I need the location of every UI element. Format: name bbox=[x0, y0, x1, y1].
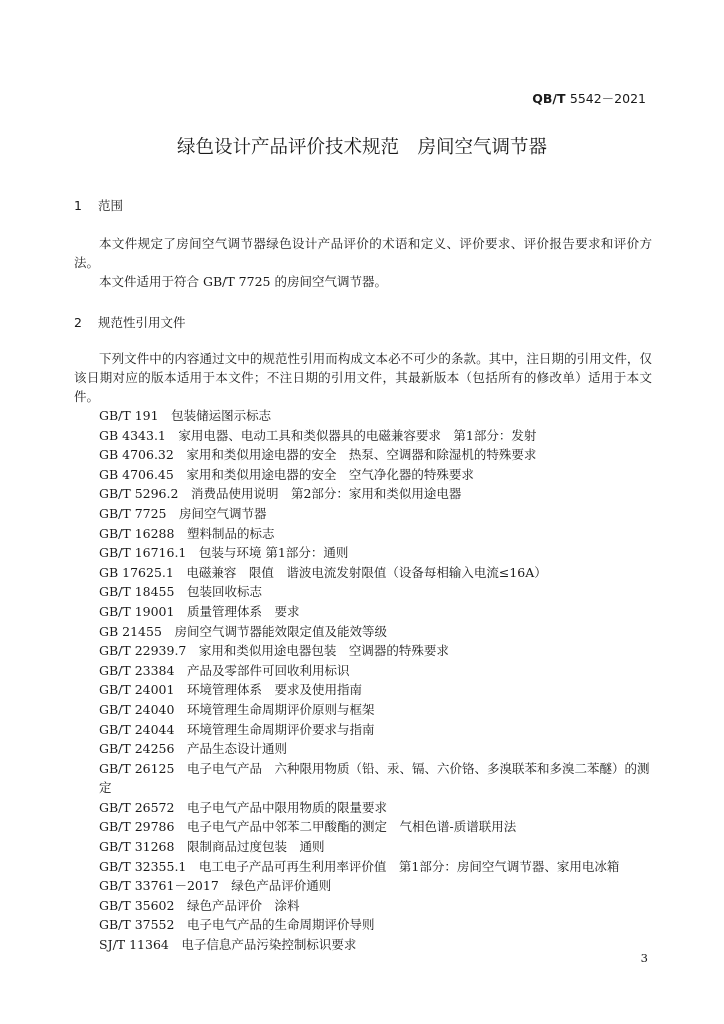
reference-item bbox=[74, 817, 652, 837]
reference-number: GB 21455 bbox=[99, 623, 162, 639]
section-number: 2 bbox=[74, 315, 82, 330]
reference-item bbox=[74, 484, 652, 504]
reference-title: 包装回收标志 bbox=[186, 584, 262, 600]
reference-number: GB/T 24044 bbox=[99, 721, 175, 737]
reference-item bbox=[74, 661, 652, 681]
scope-paragraph-2: 本文件适用于符合 GB/T 7725 的房间空气调节器。 bbox=[99, 274, 387, 289]
standard-code: 5542－2021 bbox=[569, 91, 646, 106]
reference-item bbox=[74, 896, 652, 916]
reference-title: 电子信息产品污染控制标识要求 bbox=[181, 937, 357, 953]
reference-item bbox=[74, 426, 652, 446]
reference-list bbox=[74, 406, 652, 955]
section-1-heading bbox=[74, 196, 123, 214]
reference-title: 电子电气产品中限用物质的限量要求 bbox=[186, 799, 387, 815]
reference-title: 环境管理生命周期评价原则与框架 bbox=[186, 701, 375, 717]
reference-title: 塑料制品的标志 bbox=[186, 525, 275, 541]
reference-item bbox=[74, 798, 652, 818]
page-number: 3 bbox=[640, 951, 648, 965]
reference-title: 家用和类似用途电器的安全 空气净化器的特殊要求 bbox=[186, 466, 474, 482]
reference-number: GB/T 16716.1 bbox=[99, 545, 187, 561]
reference-item bbox=[74, 465, 652, 485]
reference-title: 电子电气产品 六种限用物质（铅、汞、镉、六价铬、多溴联苯和多溴二苯醚）的测定 bbox=[99, 760, 650, 796]
document-title: 绿色设计产品评价技术规范 房间空气调节器 bbox=[176, 137, 547, 158]
reference-title: 电子电气产品的生命周期评价导则 bbox=[186, 917, 375, 933]
reference-number: SJ/T 11364 bbox=[99, 937, 169, 953]
reference-number: GB/T 23384 bbox=[99, 662, 175, 678]
reference-item bbox=[74, 622, 652, 642]
reference-number: GB/T 24256 bbox=[99, 741, 175, 757]
reference-item bbox=[74, 876, 652, 896]
reference-item bbox=[74, 739, 652, 759]
reference-number: GB 4706.45 bbox=[99, 466, 174, 482]
reference-title: 包装与环境 第1部分：通则 bbox=[198, 545, 349, 561]
reference-number: GB/T 32355.1 bbox=[99, 858, 187, 874]
reference-title: 电子电气产品中邻苯二甲酸酯的测定 气相色谱-质谱联用法 bbox=[186, 819, 517, 835]
reference-item bbox=[74, 759, 652, 798]
reference-number: GB/T 26572 bbox=[99, 799, 175, 815]
reference-title: 产品及零部件可回收利用标识 bbox=[186, 662, 350, 678]
reference-item bbox=[74, 915, 652, 935]
section-title: 规范性引用文件 bbox=[97, 315, 186, 330]
reference-title: 家用电器、电动工具和类似器具的电磁兼容要求 第1部分：发射 bbox=[178, 427, 537, 443]
reference-item bbox=[74, 680, 652, 700]
reference-number: GB/T 29786 bbox=[99, 819, 175, 835]
reference-item bbox=[74, 543, 652, 563]
reference-number: GB/T 35602 bbox=[99, 897, 175, 913]
reference-number: GB/T 24040 bbox=[99, 701, 175, 717]
reference-title: 电磁兼容 限值 谐波电流发射限值（设备每相输入电流≤16A） bbox=[186, 564, 547, 580]
reference-title: 房间空气调节器能效限定值及能效等级 bbox=[174, 623, 387, 639]
reference-number: GB 4706.32 bbox=[99, 447, 174, 463]
reference-title: 产品生态设计通则 bbox=[186, 741, 287, 757]
reference-number: GB/T 16288 bbox=[99, 525, 175, 541]
reference-title: 家用和类似用途电器包装 空调器的特殊要求 bbox=[198, 643, 449, 659]
reference-item bbox=[74, 504, 652, 524]
reference-item bbox=[74, 935, 652, 955]
reference-title: 绿色产品评价 涂料 bbox=[186, 897, 300, 913]
reference-number: GB 4343.1 bbox=[99, 427, 166, 443]
reference-item bbox=[74, 641, 652, 661]
reference-item bbox=[74, 445, 652, 465]
reference-number: GB/T 33761－2017 bbox=[99, 878, 219, 894]
reference-number: GB/T 24001 bbox=[99, 682, 175, 698]
reference-title: 电工电子产品可再生利用率评价值 第1部分：房间空气调节器、家用电冰箱 bbox=[198, 858, 620, 874]
reference-item bbox=[74, 563, 652, 583]
section-title: 范围 bbox=[97, 198, 123, 213]
reference-title: 包装储运图示标志 bbox=[171, 408, 272, 423]
section-2-heading bbox=[74, 313, 186, 331]
standard-prefix: QB/T bbox=[532, 91, 566, 106]
reference-item bbox=[74, 857, 652, 877]
reference-title: 环境管理生命周期评价要求与指南 bbox=[186, 721, 375, 737]
reference-item bbox=[74, 700, 652, 720]
reference-number: GB/T 7725 bbox=[99, 505, 167, 521]
reference-number: GB/T 26125 bbox=[99, 760, 175, 776]
reference-number: GB/T 18455 bbox=[99, 584, 175, 600]
reference-number: GB/T 5296.2 bbox=[99, 486, 179, 502]
reference-number: GB/T 191 bbox=[99, 408, 159, 423]
reference-item bbox=[74, 837, 652, 857]
reference-item bbox=[74, 524, 652, 544]
reference-title: 质量管理体系 要求 bbox=[186, 603, 300, 619]
reference-number: GB/T 37552 bbox=[99, 917, 175, 933]
reference-number: GB/T 19001 bbox=[99, 603, 175, 619]
reference-item bbox=[74, 582, 652, 602]
section-number: 1 bbox=[74, 198, 82, 213]
reference-number: GB/T 31268 bbox=[99, 839, 175, 855]
standard-number bbox=[532, 89, 646, 107]
reference-title: 家用和类似用途电器的安全 热泵、空调器和除湿机的特殊要求 bbox=[186, 447, 537, 463]
scope-paragraph-1: 本文件规定了房间空气调节器绿色设计产品评价的术语和定义、评价要求、评价报告要求和评价方法。 bbox=[74, 236, 652, 270]
reference-number: GB 17625.1 bbox=[99, 564, 174, 580]
reference-title: 限制商品过度包装 通则 bbox=[186, 839, 325, 855]
reference-item bbox=[74, 720, 652, 740]
reference-item bbox=[74, 602, 652, 622]
reference-item bbox=[74, 406, 652, 426]
reference-title: 消费品使用说明 第2部分：家用和类似用途电器 bbox=[190, 486, 462, 502]
reference-title: 环境管理体系 要求及使用指南 bbox=[186, 682, 362, 698]
references-intro: 下列文件中的内容通过文中的规范性引用而构成文本必不可少的条款。其中，注日期的引用文件，仅该日期对应的版本适用于本文件；不注日期的引用文件，其最新版本（包括所有的修改单）适用于本文件。 bbox=[74, 351, 652, 404]
reference-title: 房间空气调节器 bbox=[179, 505, 267, 521]
reference-number: GB/T 22939.7 bbox=[99, 643, 187, 659]
reference-title: 绿色产品评价通则 bbox=[231, 878, 332, 894]
